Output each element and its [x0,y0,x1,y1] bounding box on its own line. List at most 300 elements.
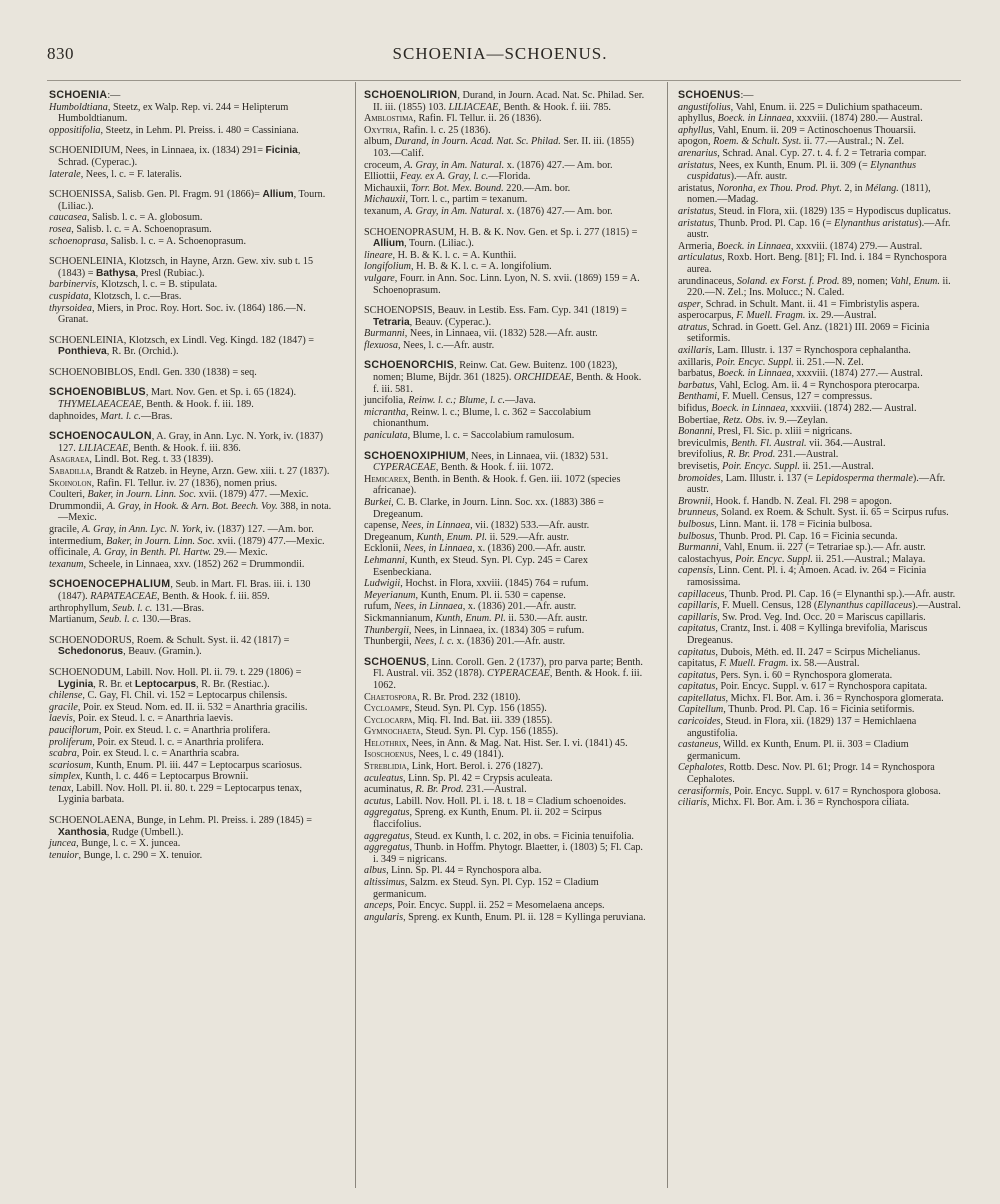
entry-text: Bonanni [678,426,713,438]
entry-text: ).—Afr. austr. [687,217,951,241]
entry-line [678,623,961,646]
entry-text: capitatus [678,623,716,635]
entry-text: A. Gray, in Ann. Lyc. N. York [81,524,201,535]
entry-text: aristatus [678,217,714,229]
entry-text: Martianum, [49,614,100,626]
entry-text: Kunth, Enum. Pl. [416,531,488,543]
entry-text: Sabadilla [49,466,91,478]
entry-text: Thunbergii [364,624,409,636]
entry-text: Seub. l. c. [99,614,140,626]
entry-line [678,542,961,554]
entry-text: flexuosa [364,339,398,351]
entry-line [49,291,332,303]
entry-text: brevisetis, [678,461,723,472]
entry-line [364,726,647,738]
entry-line [364,877,647,900]
entry-line [364,900,647,912]
entry-text: barbatus, [678,368,718,380]
entry-line [364,125,647,137]
entry-text: Asagraea [49,454,90,466]
column-divider [667,82,668,1188]
entry-text: THYMELAEACEAE [58,399,142,411]
entry-text: ii. 220.—N. Zel.; Ins. Molucc.; N. Caled. [687,275,951,299]
entry-text: breviculmis, [678,437,732,449]
entry-text: 220.—Am. bor. [503,182,571,194]
entry-text: , xxxviii. (1874) 282.— Austral. [785,403,917,415]
entry-text: , Miq. Fl. Ind. Bat. iii. 339 (1855). [412,714,553,726]
entry-text: aggregatus [364,807,410,819]
entry-text: ORCHIDEAE [513,372,572,384]
entry-text: , Hochst. in Flora, xxviii. (1845) 764 = rufum. [400,578,589,590]
entry-line [49,838,332,850]
entry-text: , Vahl, Eclog. Am. ii. 4 = Rynchospora pterocarpa. [714,379,920,391]
entry-text: simplex [49,771,81,783]
entry-text: , Schrad. Anal. Cyp. 27. t. 4. f. 2 = Tetraria compar. [717,147,927,159]
entry-text: angustifolius [678,101,731,113]
entry-text: , F. Muell. Census, 127 = compressus. [717,391,873,403]
entry-text: , Miers, in Proc. Roy. Hort. Soc. iv. (1864) 186.—N. Granat. [58,302,306,326]
entry-text: 89, nomen; [839,275,891,287]
entry-line [678,368,961,380]
entry-text: , C. Gay, Fl. Chil. vi. 152 = Leptocarpus chilensis. [82,690,288,702]
entry-text: 2, in [841,182,866,194]
entry-text: 388, in nota.—Mexic. [58,500,332,524]
entry-line [49,850,332,862]
entry-text: , Rafin. Fl. Tellur. iv. 27 (1836), nomen prius. [91,477,278,489]
entry-text: brevifolius, [678,449,728,461]
entry-line [678,704,961,716]
dictionary-entry [49,189,332,247]
entry-text: , Pers. Syn. i. 60 = Rynchospora glomerata. [715,669,893,681]
entry-text: A. Gray, in Hook. & Arn. Bot. Beech. Voy. [106,500,278,512]
accepted-genus: Leptocarpus [134,678,197,690]
entry-text: asperocarpus, [678,310,737,322]
entry-heading-line [49,367,332,379]
genus-name: SCHOENOCAULON [49,430,152,443]
entry-line [364,430,647,442]
entry-text: , Vahl, Enum. ii. 209 = Actinoschoenus Thouarsii. [712,124,916,136]
entry-heading-line [49,431,332,454]
entry-line [678,380,961,392]
entry-text: , Lindl. Bot. Reg. t. 33 (1839). [89,454,214,466]
entry-text: , Salzm. ex Steud. Syn. Pl. Cyp. 152 = Cladium germanicum. [373,877,599,900]
entry-text: ix. 29.—Austral. [805,310,877,322]
entry-text: , Linn. Mant. ii. 178 = Ficinia bulbosa. [714,518,873,530]
entry-text: , Klotzsch, l. c.—Bras. [88,290,182,302]
entry-text: , x. (1836) 201.—Afr. austr. [462,601,577,613]
entry-text: Mart. l. c. [100,410,141,422]
entry-text: , Nees, in Linnaea, vii. (1832) 528.—Afr. austr. [404,328,598,340]
entry-text: capitatus [678,669,716,681]
entry-text: Vahl, Enum. [890,275,940,287]
entry-line [49,454,332,466]
entry-text: LILIACEAE [448,101,499,113]
entry-text: , H. B. & K. l. c. = A. longifolium. [410,261,552,273]
entry-line [678,473,961,496]
entry-line [49,702,332,714]
entry-text: Nees, in Linnaea [394,601,463,613]
dictionary-entry [49,815,332,861]
entry-text: , Presl (Rubiac.). [135,267,205,279]
entry-text: ciliaris [678,797,707,809]
entry-text: Roem. & Schult. Syst. [713,136,802,148]
entry-line [364,578,647,590]
entry-text: Skoinolon [49,477,92,489]
entry-text: A. Gray, in Benth. Pl. Hartw. [92,547,212,559]
entry-line [49,783,332,806]
entry-text: , Seub. in Mart. Fl. Bras. iii. i. 130 (1847). [58,579,311,602]
entry-text: croceum, [364,159,405,171]
entry-text: Mélang. [865,182,899,194]
dictionary-entry [678,90,961,809]
entry-text: 131.—Bras. [152,602,205,614]
entry-text: cerasiformis [678,785,729,797]
entry-text: , Linn. Sp. Pl. 42 = Crypsis aculeata. [403,772,553,784]
entry-text: RAPATEACEAE [90,590,158,602]
header-rule [47,80,961,81]
entry-text: Noronha, ex Thou. Prod. Phyt. [717,182,842,194]
entry-text: schoenoprasa [49,235,106,247]
entry-text: SCHOENIDIUM, Nees, in Linnaea, ix. (1834) 291= [49,145,266,157]
entry-line [49,713,332,725]
entry-line [678,183,961,206]
entry-text: pauciflorum [49,724,99,736]
page-number: 830 [47,44,74,63]
entry-text: bulbosus [678,530,715,542]
entry-text: capillaceus [678,588,725,600]
entry-heading-line [364,657,647,692]
entry-text: daphnoides, [49,410,101,422]
entry-line [678,345,961,357]
entry-text: SCHOENODORUS, Roem. & Schult. Syst. ii. 42 (1817) = [49,634,290,646]
entry-line [49,760,332,772]
entry-text: rosea [49,223,72,235]
entry-text: capitatus [678,681,716,693]
entry-text: rufum, [364,601,394,613]
entry-text: ).—Austral. [912,600,961,612]
entry-line [49,771,332,783]
genus-name: SCHOENOLIRION [364,89,458,101]
entry-text: , Nees, in Linnaea, vii. (1832) 531. [465,450,609,462]
entry-text: chilense [49,690,83,702]
accepted-genus: Lyginia [58,678,94,690]
entry-line [678,391,961,403]
entry-text: , Poir. Encyc. Suppl. ii. 252 = Mesomelaena anceps. [392,900,605,912]
entry-text: SCHOENLEINIA, Klotzsch, in Hayne, Arzn. Gew. xiv. sub t. 15 (1843) = [49,256,314,279]
entry-text: , Salisb. l. c. = A. globosum. [86,212,203,224]
entry-text: Ser. II. iii. (1855) 103.—Calif. [373,136,635,159]
entry-text: bifidus, [678,403,712,415]
entry-line [49,303,332,326]
entry-line [678,797,961,809]
accepted-genus: Allium [262,189,294,201]
entry-line [49,603,332,615]
entry-line [364,912,647,924]
entry-heading-line [49,256,332,279]
entry-line [49,279,332,291]
entry-text: , Klotzsch, l. c. = B. stipulata. [95,279,218,291]
entry-text: iv. 9.—Zeylan. [764,414,828,426]
entry-text: , Rafin. Fl. Tellur. ii. 26 (1836). [413,113,542,125]
entry-text: , Linn. Coroll. Gen. 2 (1737), pro parva parte; Benth. Fl. Austral. vii. 352 (1878). [373,656,643,680]
entry-line [364,543,647,555]
entry-text: tenax [49,782,72,794]
entry-text: , Spreng. ex Kunth, Enum. Pl. ii. 202 = Scirpus flaccifolius. [373,807,602,831]
entry-text: gracile, [49,524,82,535]
entry-text: Bobertiae, [678,414,723,426]
entry-heading-line [49,335,332,358]
dictionary-entry [49,256,332,326]
entry-text: , Labill. Nov. Holl. Pl. i. 18. t. 18 = Cladium schoenoides. [390,795,627,807]
entry-text: Oxytria [364,124,398,136]
entry-line [678,531,961,543]
entry-line [364,328,647,340]
entry-text: R. Br. Prod. [727,449,776,461]
entry-text: Nees, in Linnaea [403,543,473,555]
entry-line [364,340,647,352]
entry-text: , Benth. & Hook. f. iii. 581. [373,372,642,395]
entry-line [49,489,332,501]
entry-text: Humboldtiana [49,101,108,113]
entry-text: altissimus [364,877,405,888]
entry-text: brunneus [678,507,716,519]
entry-heading-line [49,90,332,102]
entry-line [678,600,961,612]
entry-line [364,407,647,430]
entry-line [364,113,647,125]
entry-text: , Linn. Cent. Pl. i. 4; Amoen. Acad. iv. 264 = Ficinia ramosissima. [687,565,927,588]
entry-text: , Crantz, Inst. i. 408 = Kyllinga brevifolia, Mariscus Dregeanus. [687,623,928,646]
entry-line [364,773,647,785]
entry-line [678,218,961,241]
entry-line [49,501,332,524]
entry-line [49,536,332,548]
entry-line [678,148,961,160]
entry-text: barbinervis [49,279,96,291]
entry-text: , Rudge (Umbell.). [106,826,184,838]
entry-text: Meyerianum [364,589,416,601]
entry-text: bulbosus [678,518,715,530]
dictionary-entry [364,305,647,351]
entry-line [364,831,647,843]
entry-heading-line [49,635,332,658]
dictionary-entry [49,335,332,358]
dictionary-entry [364,360,647,441]
entry-text: vii. 364.—Austral. [806,437,886,449]
genus-name: SCHOENOXIPHIUM [364,449,466,462]
entry-text: Brownii [678,495,711,507]
entry-line [678,206,961,218]
entry-line [364,749,647,761]
entry-text: Boeck. in Linnaea [717,240,791,252]
entry-heading-line [678,90,961,102]
entry-line [364,761,647,773]
entry-text: , Labill. Nov. Holl. Pl. ii. 80. t. 229 = Leptocarpus tenax, Lyginia barbata. [58,782,302,806]
entry-text: , Dubois, Méth. ed. II. 247 = Scirpus Michelianus. [715,646,921,658]
entry-text: angularis [364,911,404,923]
entry-line [364,194,647,206]
entry-line [678,658,961,670]
entry-text: , Roxb. Hort. Beng. [81]; Fl. Ind. i. 184 = Rynchospora aurea. [687,252,947,275]
entry-text: Seub. l. c. [112,602,153,614]
entry-text: , Steetz, ex Walp. Rep. vi. 244 = Helipterum Humboldtianum. [58,101,289,125]
entry-text: , Nees, ex Kunth, Enum. Pl. ii. 309 (= [713,159,871,171]
entry-text: , Michx. Fl. Bor. Am. i. 36 = Rynchospora ciliata. [706,797,910,809]
entry-text: aristatus, [678,182,718,194]
entry-line [364,784,647,796]
entry-line [364,715,647,727]
entry-text: texanum [49,558,84,570]
dictionary-entry [49,90,332,136]
entry-text: intermedium, [49,535,107,547]
entry-text: Cycloampe [364,703,410,715]
entry-text: , Torr. l. c., partim = texanum. [405,194,528,206]
entry-text: , Nees, in Ann. & Mag. Nat. Hist. Ser. I. vi. (1841) 45. [406,737,628,749]
entry-text: , Benth. & Hook. f. iii. 1072. [435,462,554,474]
entry-text: albus [364,865,387,877]
entry-text: —Bras. [140,410,173,422]
entry-line [364,497,647,520]
entry-text: ii. 529.—Afr. austr. [487,531,569,543]
entry-text: , Schrad. (Cyperac.). [58,145,301,168]
dictionary-entry [364,90,647,218]
entry-text: Nees, in Linnaea [401,520,471,532]
entry-text: proliferum [49,736,93,748]
dictionary-entry [49,431,332,570]
entry-text: Burmanni [678,542,719,554]
entry-line [49,102,332,125]
entry-text: , Schrad. in Schult. Mant. ii. 41 = Fimbristylis aspera. [700,298,920,310]
accepted-genus: Allium [373,238,405,250]
entry-text: scabra [49,748,77,760]
entry-text: album, [364,136,395,148]
entry-text: Cephalotes [678,762,724,774]
entry-text: ix. 58.—Austral. [788,658,860,670]
entry-text: , Benth. & Hook. f. iii. 785. [498,101,611,113]
entry-text: Cyclocarpa [364,714,413,726]
genus-name: SCHOENIA [49,89,108,101]
entry-text: Torr. Bot. Mex. Bound. [410,182,504,194]
entry-text: , Kunth, Enum. Pl. ii. 530 = capense. [415,589,566,601]
accepted-genus: Ponthieva [58,346,107,358]
entry-text: :— [107,90,121,101]
entry-text: , R. Br. Prod. 232 (1810). [416,691,521,703]
entry-text: Poir. Encyc. Suppl. [715,356,794,368]
entry-text: scariosum [49,759,91,771]
entry-text: , Poir. Encyc. Suppl. v. 617 = Rynchospora globosa. [728,785,941,797]
entry-text: Durand, in Journ. Acad. Nat. Sc. Philad. [394,136,561,148]
entry-text: aphyllus, [678,113,718,125]
entry-text: ii. 251.—Austral.; Malaya. [812,553,926,565]
entry-heading-line [49,145,332,168]
entry-text: axillaris [678,345,712,357]
entry-text: A. Gray, in Am. Natural. [404,205,505,217]
entry-text: , Kunth, ex Steud. Syn. Pl. Cyp. 245 = Carex Esenbeckiana. [373,554,588,578]
entry-line [364,590,647,602]
entry-text: acutus [364,795,391,807]
entry-text: Boeck. in Linnaea [717,113,792,125]
entry-text: , Thunb. Prod. Pl. Cap. 16 = Ficinia setiformis. [723,704,915,716]
entry-line [678,449,961,461]
entry-text: , Steud. ex Kunth, l. c. 202, in obs. = Ficinia tenuifolia. [409,830,634,842]
entry-text: , Willd. ex Kunth, Enum. Pl. ii. 303 = Cladium germanicum. [687,739,909,762]
entry-text: lineare [364,249,393,261]
entry-text: LILIACEAE [78,442,129,454]
entry-line [364,160,647,172]
entry-line [364,183,647,195]
entry-line [49,524,332,536]
dictionary-entry [49,367,332,379]
genus-name: SCHOENUS [678,89,741,101]
entry-line [678,276,961,299]
entry-text: , Salisb. l. c. = A. Schoenoprasum. [105,235,247,247]
entry-line [364,171,647,183]
entry-line [364,807,647,830]
entry-text: ii. 77.—Austral.; N. Zel. [801,136,905,148]
entry-text: arenarius [678,147,718,159]
entry-text: , Hook. f. Handb. N. Zeal. Fl. 298 = apogon. [710,495,892,507]
entry-text: laterale [49,168,81,180]
entry-text: capillaris [678,600,718,612]
entry-line [678,252,961,275]
entry-line [678,357,961,369]
entry-text: xvii. (1879) 477.—Mexic. [214,535,325,547]
entry-text: , Rafin. l. c. 25 (1836). [397,124,491,136]
entry-text: SCHOENOBIBLOS, Endl. Gen. 330 (1838) = seq. [49,366,257,378]
entry-text: CYPERACEAE [373,462,436,474]
entry-heading-line [364,90,647,113]
entry-text: , Vahl, Enum. ii. 227 (= Tetrariae sp.).— Afr. austr. [718,542,926,554]
entry-line [364,273,647,296]
entry-text: Elynanthus cuspidatus [687,159,917,183]
entry-text: Helothrix [364,737,407,749]
entry-text: —Java. [505,395,536,407]
entry-text: articulatus [678,252,723,264]
entry-line [49,411,332,423]
entry-text: F. Muell. Fragm. [736,310,806,322]
entry-text: , Poir. Encyc. Suppl. v. 617 = Rynchospora capitata. [715,681,928,693]
entry-line [678,113,961,125]
entry-text: capitellatus [678,692,726,704]
entry-text: Elynanthus aristatus [834,217,919,229]
entry-text: Sickmannianum, [364,612,436,624]
entry-text: SCHOENOPSIS, Beauv. in Lestib. Ess. Fam. Cyp. 341 (1819) = [364,305,627,317]
entry-text: , Lam. Illustr. i. 137 (= [720,472,816,484]
entry-text: caricoides [678,716,721,728]
entry-text: capitatus, [678,658,720,670]
entry-text: , Benth. & Hook. f. iii. 1062. [373,668,643,691]
entry-heading-line [364,451,647,474]
entry-text: x. (1876) 427.— Am. bor. [504,159,613,171]
entry-text: caucasea [49,212,87,224]
entry-text: , Bunge, l. c. = X. juncea. [76,838,181,850]
dictionary-entry [49,667,332,806]
entry-line [49,169,332,181]
entry-text: oppositifolia [49,124,101,136]
entry-line [364,703,647,715]
entry-text: , Rottb. Desc. Nov. Pl. 61; Progr. 14 = Rynchospora Cephalotes. [687,762,935,786]
entry-text: SCHOENISSA, Salisb. Gen. Pl. Fragm. 91 (1866)= [49,189,263,201]
entry-text: aristatus [678,159,714,171]
entry-text: SCHOENOLAENA, Bunge, in Lehm. Pl. Preiss. i. 289 (1845) = [49,815,312,827]
entry-text: Hemicarex [364,473,408,485]
entry-heading-line [49,815,332,838]
running-head: SCHOENIA—SCHOENUS. [392,44,608,63]
entry-text: Poir. Encyc. Suppl. [735,553,813,565]
entry-line [678,565,961,588]
entry-line [364,395,647,407]
entry-text: Ludwigii [364,578,401,590]
